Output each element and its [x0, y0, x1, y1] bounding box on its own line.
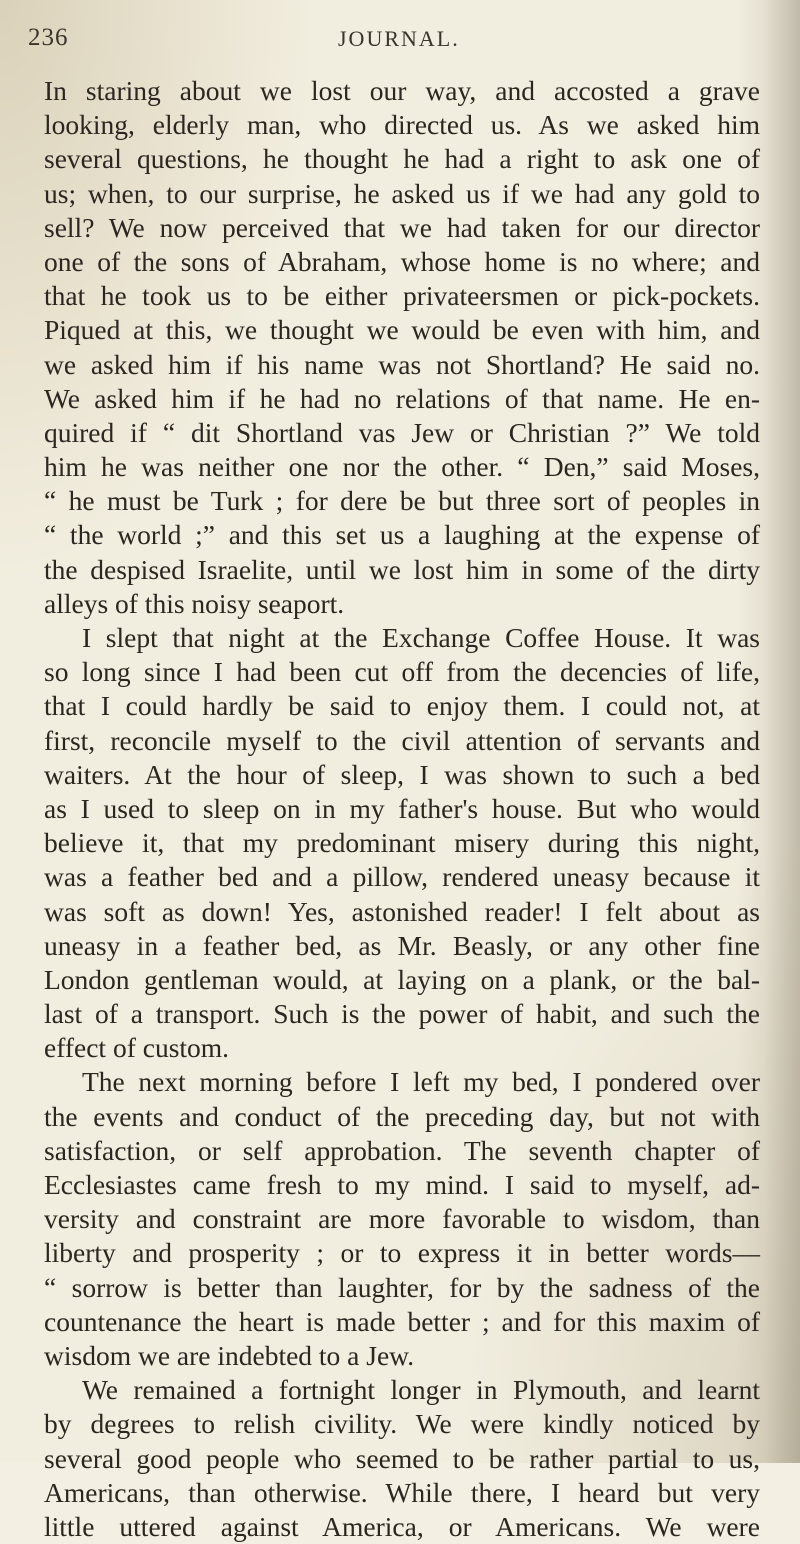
- text-line: us; when, to our surprise, he asked us if we had any gold to: [44, 177, 760, 209]
- text-line: The next morning before I left my bed, I pondered over: [82, 1066, 760, 1098]
- text-line: the despised Israelite, until we lost him in some of the dirty: [44, 553, 760, 585]
- text-line: that he took us to be either privateersmen or pick-pockets.: [44, 280, 760, 312]
- text-line: versity and constraint are more favorable to wisdom, than: [44, 1203, 760, 1235]
- text-line: several good people who seemed to be rather partial to us,: [44, 1442, 760, 1474]
- text-line: looking, elderly man, who directed us. As we asked him: [44, 109, 760, 141]
- text-line: “ sorrow is better than laughter, for by the sadness of the: [44, 1271, 760, 1303]
- text-line: “ he must be Turk ; for dere be but three sort of peoples in: [44, 485, 760, 517]
- text-line: was a feather bed and a pillow, rendered uneasy because it: [44, 861, 760, 893]
- text-line: uneasy in a feather bed, as Mr. Beasly, or any other fine: [44, 929, 760, 961]
- text-line: “ the world ;” and this set us a laughing at the expense of: [44, 519, 760, 551]
- text-line: little uttered against America, or Americans. We were: [44, 1510, 760, 1542]
- page-number: 236: [28, 24, 69, 51]
- text-line: We asked him if he had no relations of that name. He en-: [44, 382, 760, 414]
- text-line: countenance the heart is made better ; and for this maxim of: [44, 1305, 760, 1337]
- text-line: Americans, than otherwise. While there, I heard but very: [44, 1476, 760, 1508]
- text-line: sell? We now perceived that we had taken for our director: [44, 211, 760, 243]
- text-line: alleys of this noisy seaport.: [44, 587, 345, 619]
- text-body: [44, 74, 760, 1544]
- text-line: one of the sons of Abraham, whose home is no where; and: [44, 245, 760, 277]
- text-line: liberty and prosperity ; or to express it in better words—: [44, 1237, 760, 1269]
- text-line: first, reconcile myself to the civil attention of servants and: [44, 724, 760, 756]
- text-line: so long since I had been cut off from the decencies of life,: [44, 656, 760, 688]
- text-line: quired if “ dit Shortland vas Jew or Christian ?” We told: [44, 416, 760, 448]
- text-line: Piqued at this, we thought we would be even with him, and: [44, 314, 760, 346]
- text-line: I slept that night at the Exchange Coffee House. It was: [82, 622, 760, 653]
- text-line: him he was neither one nor the other. “ Den,” said Moses,: [44, 451, 760, 483]
- text-line: London gentleman would, at laying on a plank, or the bal-: [44, 963, 760, 995]
- text-line: as I used to sleep on in my father's house. But who would: [44, 792, 760, 824]
- text-line: waiters. At the hour of sleep, I was shown to such a bed: [44, 758, 760, 790]
- text-line: we asked him if his name was not Shortland? He said no.: [44, 348, 760, 380]
- text-line: was soft as down! Yes, astonished reader! I felt about as: [44, 895, 760, 927]
- text-line: that I could hardly be said to enjoy them. I could not, at: [44, 690, 760, 722]
- text-line: by degrees to relish civility. We were kindly noticed by: [44, 1408, 760, 1440]
- text-line: In staring about we lost our way, and accosted a grave: [44, 75, 760, 106]
- running-head: [28, 24, 688, 58]
- text-line: effect of custom.: [44, 1032, 230, 1064]
- text-line: several questions, he thought he had a right to ask one of: [44, 143, 760, 175]
- journal-title: JOURNAL.: [338, 26, 460, 51]
- text-line: We remained a fortnight longer in Plymouth, and learnt: [82, 1374, 760, 1406]
- text-line: believe it, that my predominant misery during this night,: [44, 827, 760, 859]
- text-line: the events and conduct of the preceding day, but not with: [44, 1100, 760, 1132]
- text-line: last of a transport. Such is the power of habit, and such the: [44, 998, 760, 1030]
- text-line: wisdom we are indebted to a Jew.: [44, 1339, 415, 1371]
- page-edge-shadow: [764, 0, 800, 1463]
- text-line: satisfaction, or self approbation. The seventh chapter of: [44, 1134, 760, 1166]
- text-line: Ecclesiastes came fresh to my mind. I said to myself, ad-: [44, 1169, 760, 1200]
